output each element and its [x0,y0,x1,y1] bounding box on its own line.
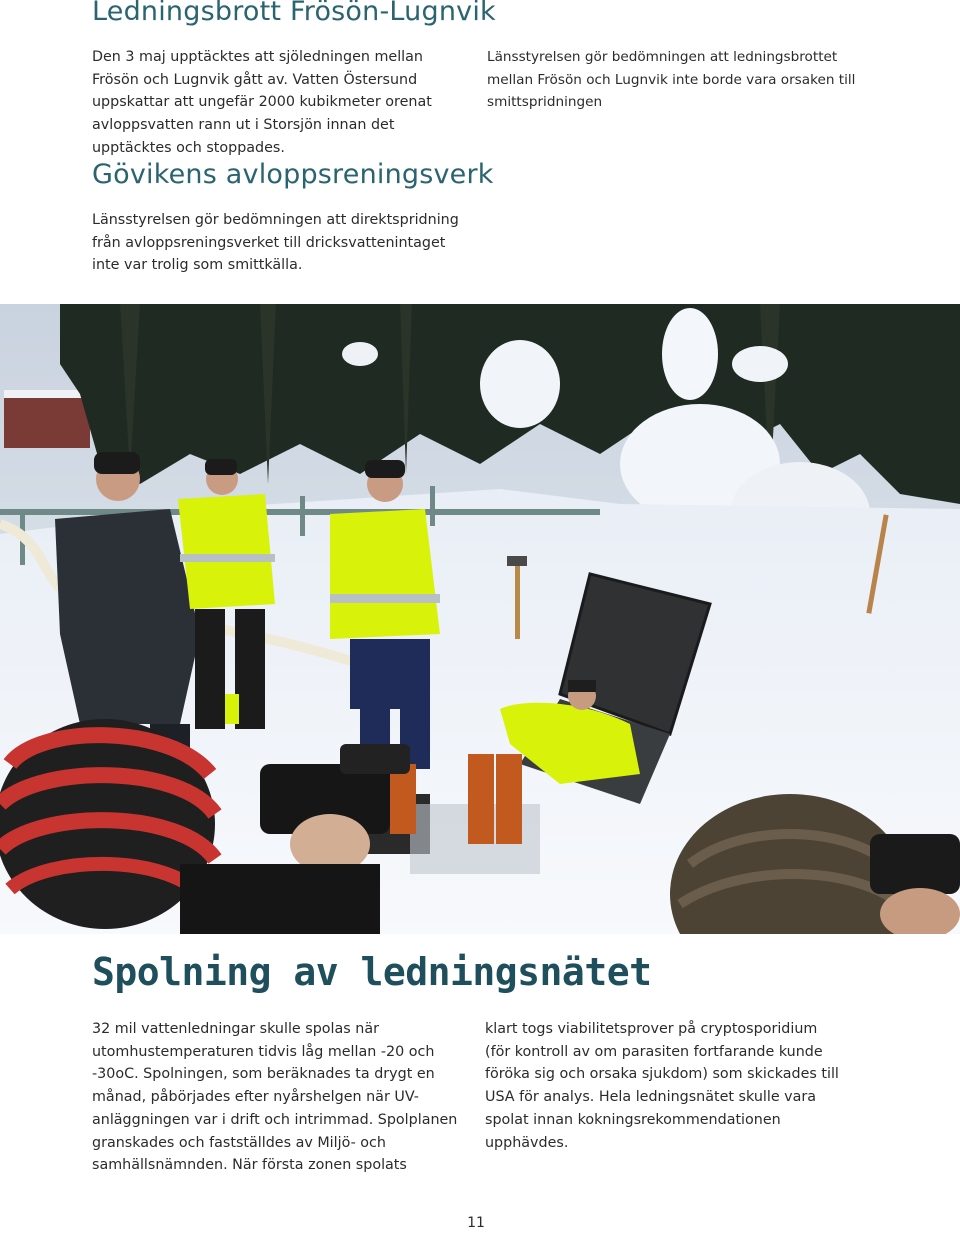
spolning-column-right: klart togs viabilitetsprover på cryptosporidium (för kontroll av om parasiten fortfarande kunde föröka sig och orsaka sjukdom) som skickades till USA för analys. Hela ledningsnätet skulle vara spolat innan kokningsrekommendationen upphävdes. [485,1021,839,1151]
section-heading-ledningsbrott: Ledningsbrott Frösön-Lugnvik [92,0,496,27]
photo-camera [870,834,960,894]
section-heading-govikens: Gövikens avloppsreningsverk [92,159,494,190]
background-building [4,396,90,448]
snow-scene-illustration [0,304,960,934]
ledningsbrott-body: Den 3 maj upptäcktes att sjöledningen mellan Frösön och Lugnvik gått av. Vatten Östersund uppskattar att ungefär 2000 kubikmeter orenat avloppsvatten rann ut i Storsjön innan det upptäcktes och stoppades. [92,49,432,156]
photo-workers-at-manhole [0,304,960,934]
worker-hi-vis-1 [178,494,275,609]
ledningsbrott-assessment: Länsstyrelsen gör bedömningen att ledningsbrottet mellan Frösön och Lugnvik inte borde vara orsaken till smittspridningen [487,49,856,111]
section-heading-spolning: Spolning av ledningsnätet [92,950,652,994]
worker-hi-vis-2 [330,509,440,639]
page-number: 11 [467,1215,485,1231]
govikens-body: Länsstyrelsen gör bedömningen att direktspridning från avloppsreningsverket till dricksvattenintaget inte var trolig som smittkälla. [92,212,459,274]
spolning-column-left: 32 mil vattenledningar skulle spolas när utomhustemperaturen tidvis låg mellan -20 och -30oC. Spolningen, som beräknades ta drygt en månad, påbörjades efter nyårshelgen när UV-anläggningen var i drift och intrimmad. Spolplanen granskades och fastställdes av Miljö- och samhällsnämnden. När första zonen spolats [92,1021,458,1174]
